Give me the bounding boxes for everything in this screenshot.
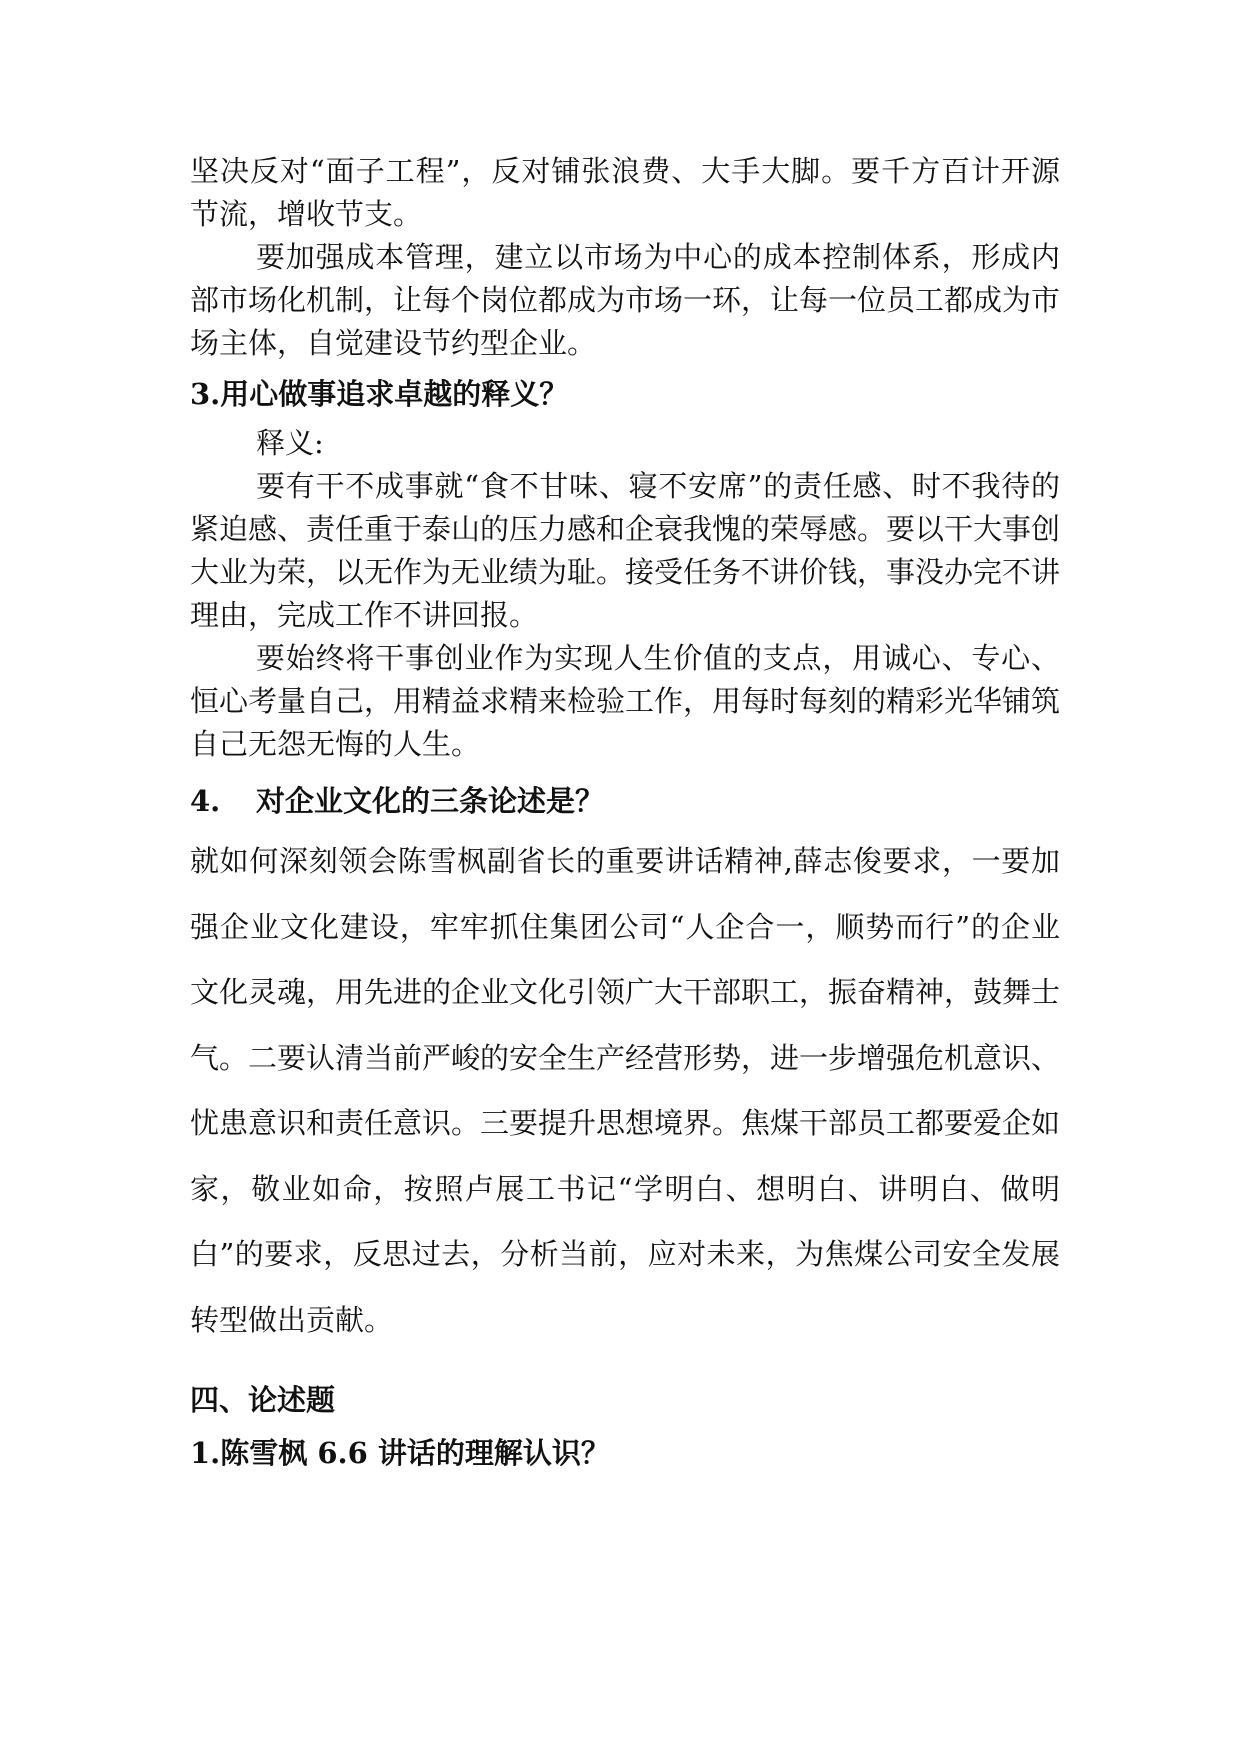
paragraph-corporate-culture: 就如何深刻领会陈雪枫副省长的重要讲话精神,薛志俊要求，一要加强企业文化建设，牢牢抓住集团公司“人企合一，顺势而行”的企业文化灵魂，用先进的企业文化引领广大干部职工，振奋精神，鼓舞士气。二要认清当前严峻的安全生产经营形势，进一步增强危机意识、忧患意识和责任意识。三要提升思想境界。焦煤干部员工都要爱企如家，敬业如命，按照卢展工书记“学明白、想明白、讲明白、做明白”的要求，反思过去，分析当前，应对未来，为焦煤公司安全发展转型做出贡献。 xyxy=(190,844,1061,1337)
essay-question-1-heading: 1.陈雪枫 6.6 讲话的理解认识？ xyxy=(190,1436,610,1470)
paragraph-cost-management: 要加强成本管理，建立以市场为中心的成本控制体系，形成内部市场化机制，让每个岗位都成为市场一环，让每一位员工都成为市场主体，自觉建设节约型企业。 xyxy=(190,240,1061,360)
question-4-heading xyxy=(190,780,1060,823)
question-3-heading: 3.用心做事追求卓越的释义？ xyxy=(190,377,569,411)
paragraph-responsibility: 要有干不成事就“食不甘味、寝不安席”的责任感、时不我待的紧迫感、责任重于泰山的压力感和企衰我愧的荣辱感。要以干大事创大业为荣，以无作为无业绩为耻。接受任务不讲价钱，事没办完不讲理由，完成工作不讲回报。 xyxy=(190,469,1061,632)
document-page xyxy=(190,150,1060,1481)
paragraph-cost-saving: 坚决反对“面子工程”，反对铺张浪费、大手大脚。要千方百计开源节流，增收节支。 xyxy=(190,154,1060,231)
question-4-text: 对企业文化的三条论述是？ xyxy=(256,784,605,818)
section-4-heading: 四、论述题 xyxy=(190,1383,336,1417)
question-4-number: 4. xyxy=(190,784,221,818)
definition-label: 释义: xyxy=(256,426,324,460)
paragraph-career-value: 要始终将干事创业作为实现人生价值的支点，用诚心、专心、恒心考量自己，用精益求精来检验工作，用每时每刻的精彩光华铺筑自己无怨无悔的人生。 xyxy=(190,641,1061,761)
